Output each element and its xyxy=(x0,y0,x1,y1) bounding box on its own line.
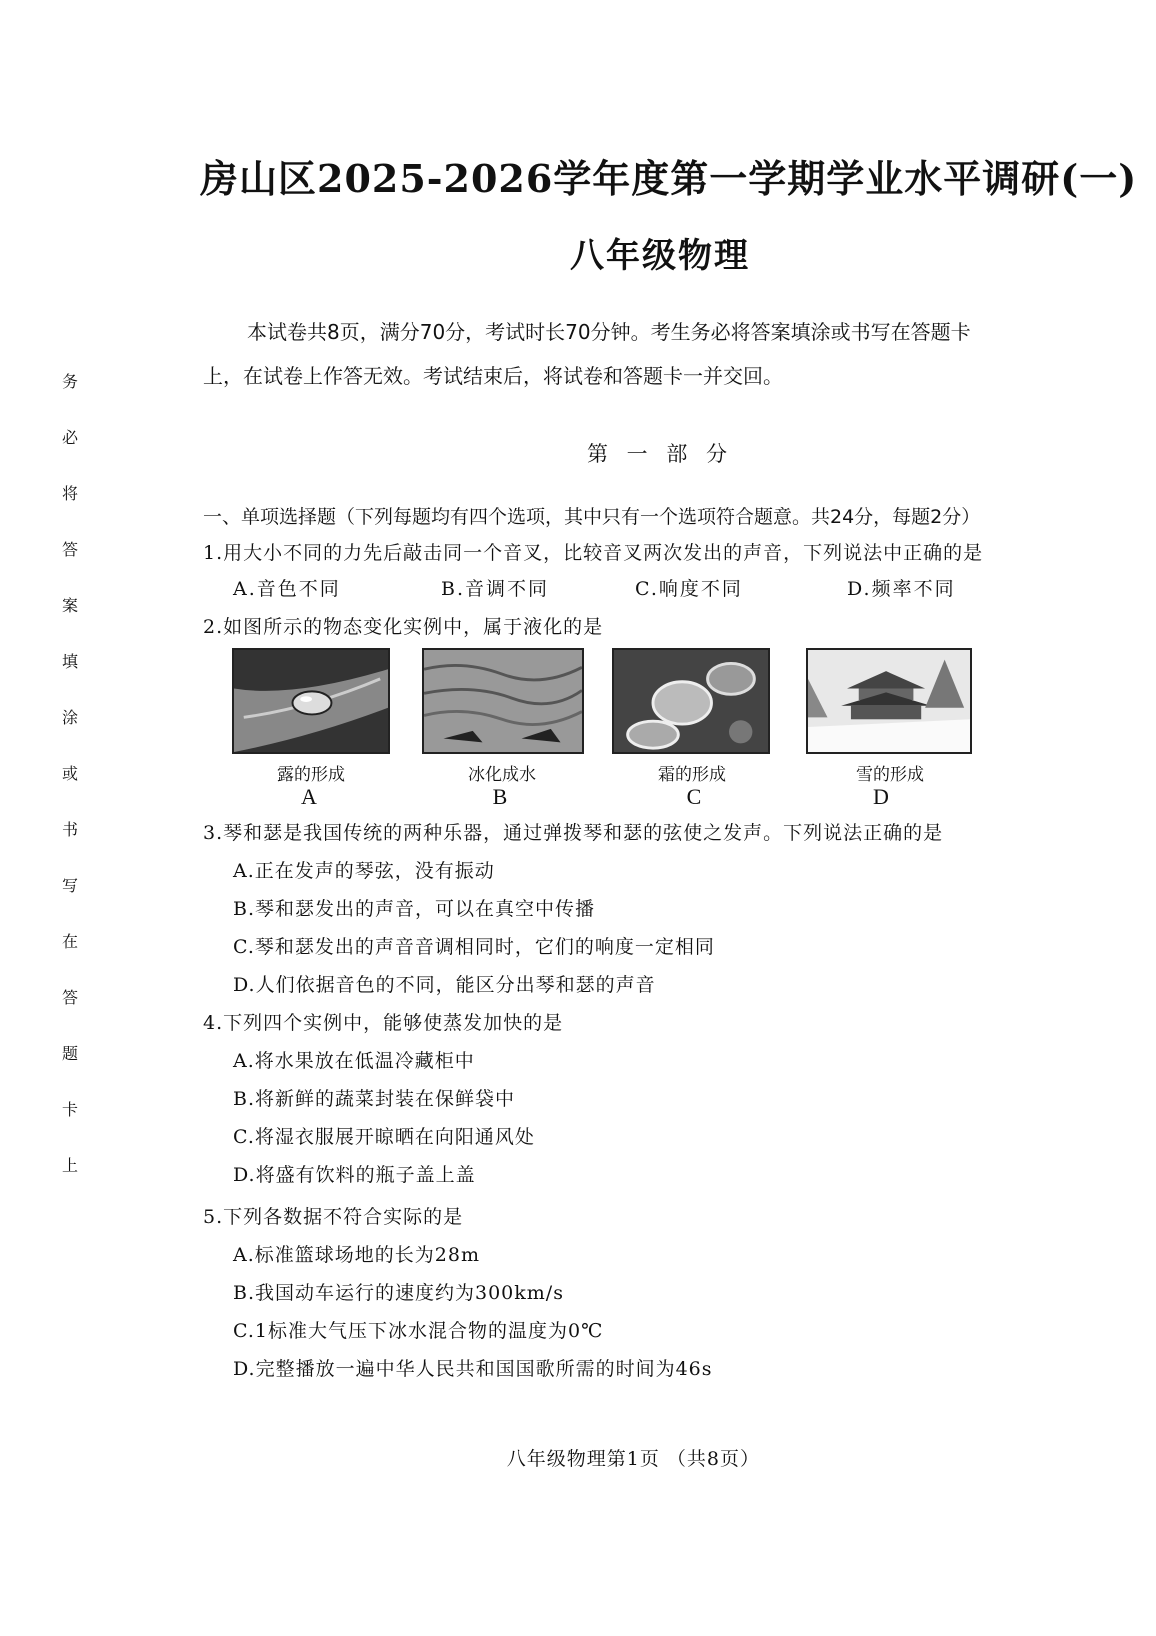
label-c: C xyxy=(686,784,702,809)
side-char: 上 xyxy=(61,1156,78,1175)
caption-c: 霜的形成 xyxy=(658,765,726,785)
instructions-line-1: 本试卷共8页，满分70分，考试时长70分钟。考生务必将答案填涂或书写在答题卡 xyxy=(247,320,971,344)
side-char: 答 xyxy=(61,988,78,1007)
ice-melting-photo xyxy=(422,648,584,754)
caption-d: 雪的形成 xyxy=(856,765,924,785)
side-char: 卡 xyxy=(61,1100,78,1119)
side-char: 书 xyxy=(61,820,78,839)
question-5-stem: 5.下列各数据不符合实际的是 xyxy=(203,1206,464,1228)
question-4-stem: 4.下列四个实例中，能够使蒸发加快的是 xyxy=(203,1012,564,1034)
side-char: 涂 xyxy=(61,708,78,727)
caption-a: 露的形成 xyxy=(277,765,345,785)
exam-instructions xyxy=(203,310,1083,398)
side-char: 在 xyxy=(61,932,78,951)
side-char: 务 xyxy=(61,372,78,391)
page-footer: 八年级物理第1页 （共8页） xyxy=(506,1448,760,1470)
side-char: 填 xyxy=(61,652,78,671)
q3-option-b: B.琴和瑟发出的声音，可以在真空中传播 xyxy=(233,898,596,920)
part-heading: 第 一 部 分 xyxy=(586,442,734,466)
q4-option-b: B.将新鲜的蔬菜封装在保鲜袋中 xyxy=(233,1088,516,1110)
section-heading: 一、单项选择题（下列每题均有四个选项，其中只有一个选项符合题意。共24分，每题2分） xyxy=(203,506,981,528)
snow-photo xyxy=(806,648,972,754)
q1-option-c: C.响度不同 xyxy=(635,578,743,600)
label-a: A xyxy=(301,784,317,809)
side-char: 答 xyxy=(61,540,78,559)
q4-option-c: C.将湿衣服展开晾晒在向阳通风处 xyxy=(233,1126,535,1148)
side-char: 必 xyxy=(61,428,78,447)
exam-subtitle: 八年级物理 xyxy=(570,236,750,276)
q5-option-b: B.我国动车运行的速度约为300km/s xyxy=(233,1282,564,1304)
question-2-stem: 2.如图所示的物态变化实例中，属于液化的是 xyxy=(203,616,604,638)
q4-option-a: A.将水果放在低温冷藏柜中 xyxy=(233,1050,475,1072)
side-char: 案 xyxy=(61,596,78,615)
q3-option-a: A.正在发声的琴弦，没有振动 xyxy=(233,860,495,882)
dew-photo xyxy=(232,648,390,754)
q5-option-d: D.完整播放一遍中华人民共和国国歌所需的时间为46s xyxy=(233,1358,713,1380)
question-1-stem: 1.用大小不同的力先后敲击同一个音叉，比较音叉两次发出的声音，下列说法中正确的是 xyxy=(203,542,984,564)
side-char: 将 xyxy=(61,484,78,503)
side-notice xyxy=(58,372,82,1212)
exam-title: 房山区2025-2026学年度第一学期学业水平调研(一) xyxy=(200,156,1138,201)
side-char: 题 xyxy=(61,1044,78,1063)
label-b: B xyxy=(492,784,508,809)
caption-b: 冰化成水 xyxy=(468,765,536,785)
q3-option-c: C.琴和瑟发出的声音音调相同时，它们的响度一定相同 xyxy=(233,936,715,958)
q1-option-a: A.音色不同 xyxy=(233,578,341,600)
q1-option-b: B.音调不同 xyxy=(441,578,550,600)
label-d: D xyxy=(873,784,889,809)
question-3-stem: 3.琴和瑟是我国传统的两种乐器，通过弹拨琴和瑟的弦使之发声。下列说法正确的是 xyxy=(203,822,944,844)
side-char: 写 xyxy=(61,876,78,895)
side-char: 或 xyxy=(61,764,78,783)
frost-photo xyxy=(612,648,770,754)
q5-option-c: C.1标准大气压下冰水混合物的温度为0℃ xyxy=(233,1320,604,1342)
q4-option-d: D.将盛有饮料的瓶子盖上盖 xyxy=(233,1164,476,1186)
q5-option-a: A.标准篮球场地的长为28m xyxy=(233,1244,480,1266)
q3-option-d: D.人们依据音色的不同，能区分出琴和瑟的声音 xyxy=(233,974,656,996)
instructions-line-2: 上，在试卷上作答无效。考试结束后，将试卷和答题卡一并交回。 xyxy=(203,364,783,388)
q1-option-d: D.频率不同 xyxy=(847,578,956,600)
